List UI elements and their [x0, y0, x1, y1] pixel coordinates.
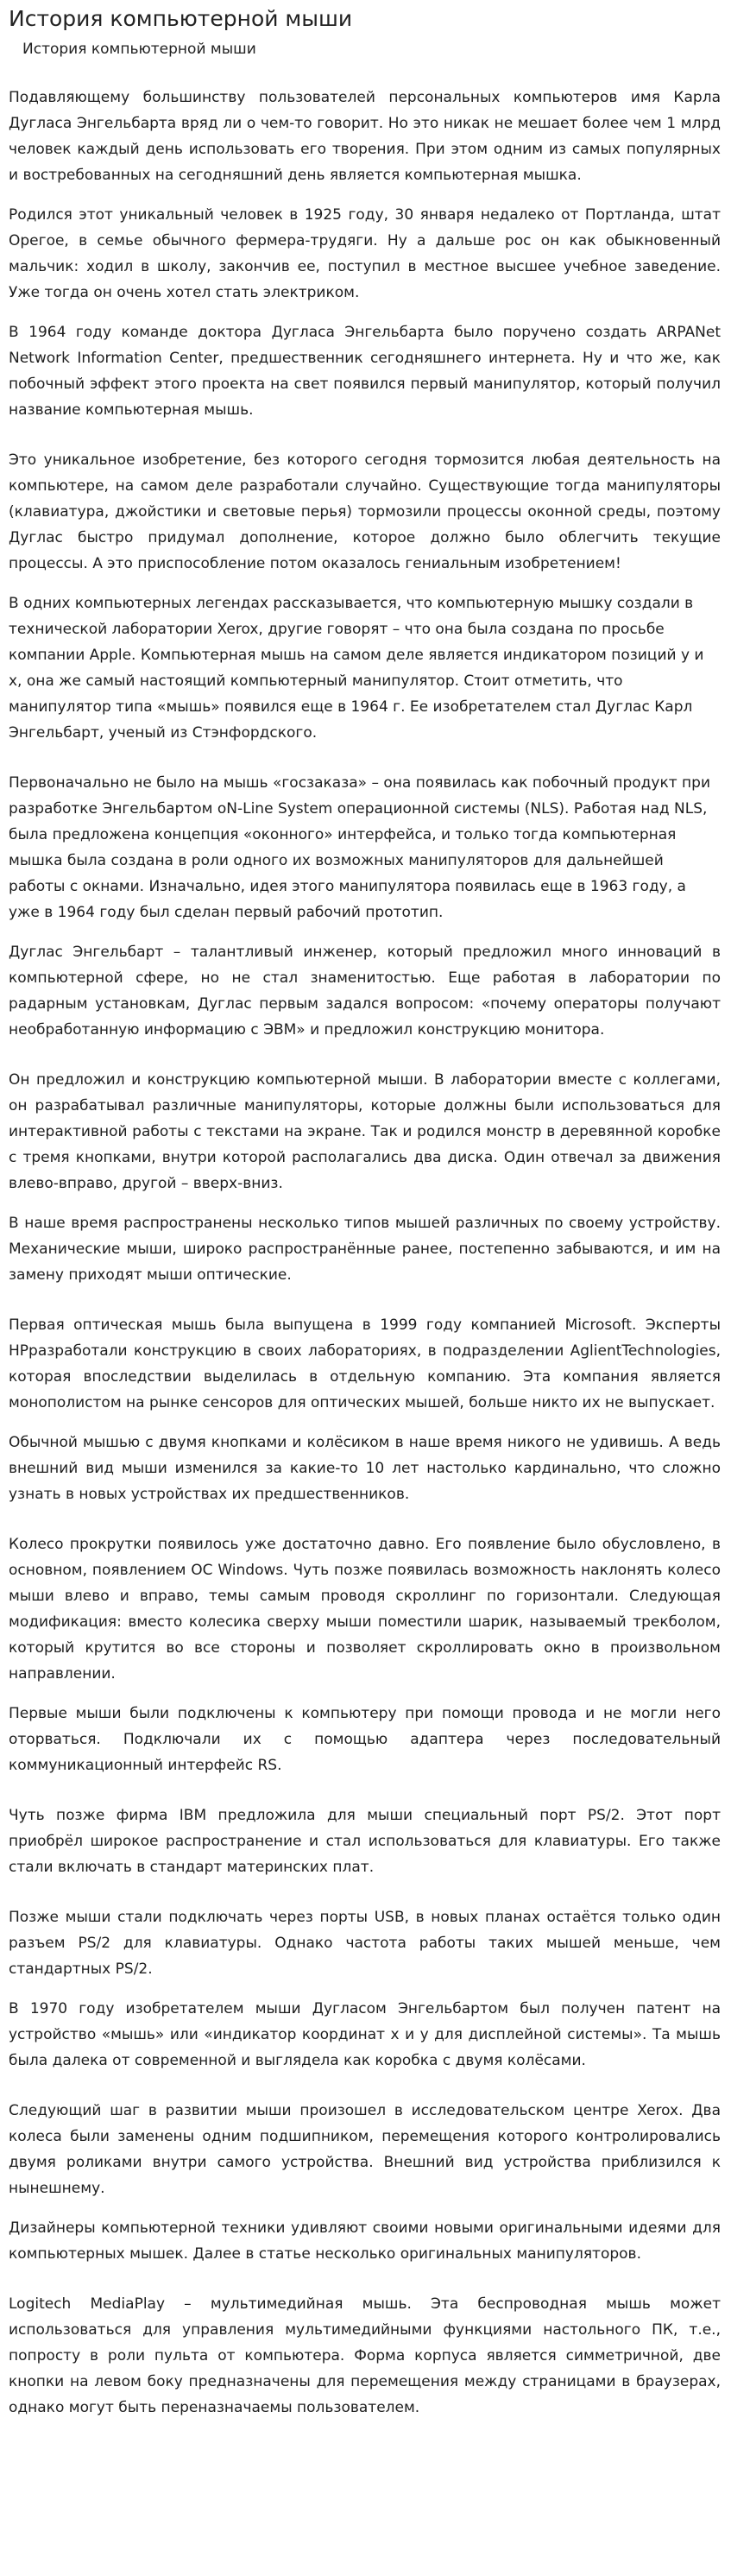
paragraph-designers: Дизайнеры компьютерной техники удивляют своими новыми оригинальными идеями для компьютерных мышек. Далее в статье несколько оригинальных манипуляторов. — [9, 2219, 721, 2263]
paragraph-prototype: Он предложил и конструкцию компьютерной мыши. В лаборатории вместе с коллегами, он разрабатывал различные манипуляторы, которые должны были использоваться для интерактивной работы с текстами на экране. Так и родился монстр в деревянной коробке с тремя кнопками, внутри которой располагались два диска. Один отвечал за движения влево-вправо, другой – вверх-вниз. — [9, 1071, 721, 1192]
paragraph-legends: В одних компьютерных легендах рассказывается, что компьютерную мышку создали в технической лаборатории Xerox, другие говорят – что она была создана по просьбе компании Apple. Компьютерная мышь на самом деле является индикатором позиций у и х, она же самый настоящий компьютерный манипулятор. Стоит отметить, что манипулятор типа «мышь» появился еще в 1964 г. Ее изобретателем стал Дуглас Карл Энгельбарт, ученый из Стэнфордского. — [9, 595, 704, 742]
paragraph-optical: Первая оптическая мышь была выпущена в 1999 году компанией Microsoft. Эксперты HPразработали конструкцию в своих лабораториях, в подразделении AglientTechnologies, которая впоследствии выделилась в отдельную компанию. Эта компания является монополистом на рынке сенсоров для оптических мышей, больше никто их не выпускает. — [9, 1316, 721, 1411]
breadcrumb[interactable]: История компьютерной мыши — [22, 41, 256, 58]
paragraph-patent: В 1970 году изобретателем мыши Дугласом Энгельбартом был получен патент на устройство «мышь» или «индикатор координат х и у для дисплейной системы». Та мышь была далека от современной и выглядела как коробка с двумя колёсами. — [9, 2000, 721, 2069]
paragraph-birth: Родился этот уникальный человек в 1925 году, 30 января недалеко от Портланда, штат Орегое, в семье обычного фермера-трудяги. Ну а дальше рос он как обыкновенный мальчик: ходил в школу, закончив ее, поступил в местное высшее учебное заведение. Уже тогда он очень хотел стать электриком. — [9, 206, 721, 301]
paragraph-wheel-mouse: Обычной мышью с двумя кнопками и колёсиком в наше время никого не удивишь. А ведь внешний вид мыши изменился за какие-то 10 лет настолько кардинально, что сложно узнать в новых устройствах их предшественников. — [9, 1434, 721, 1503]
article-body — [9, 85, 721, 2421]
paragraph-xerox: Следующий шаг в развитии мыши произошел в исследовательском центре Xerox. Два колеса были заменены одним подшипником, перемещения которого контролировались двумя роликами внутри самого устройства. Внешний вид устройства приблизился к нынешнему. — [9, 2102, 721, 2197]
page-title: История компьютерной мыши — [9, 6, 353, 31]
paragraph-invention: Это уникальное изобретение, без которого сегодня тормозится любая деятельность на компьютере, на самом деле разработали случайно. Существующие тогда манипуляторы (клавиатура, джойстики и световые перья) тормозили процессы оконной среды, поэтому Дуглас быстро придумал дополнение, которое должно было облегчить текущие процессы. А это приспособление потом оказалось гениальным изобретением! — [9, 451, 721, 572]
paragraph-arpanet: В 1964 году команде доктора Дугласа Энгельбарта было поручено создать ARPANet Network Information Center, предшественник сегодняшнего интернета. Ну и что же, как побочный эффект этого проекта на свет появился первый манипулятор, который получил название компьютерная мышь. — [9, 324, 721, 419]
paragraph-nls: Первоначально не было на мышь «госзаказа» – она появилась как побочный продукт при разработке Энгельбартом oN-Line System операционной системы (NLS). Работая над NLS, была предложена концепция «оконного» интерфейса, и только тогда компьютерная мышка была создана в роли одного их возможных манипуляторов для дальнейшей работы с окнами. Изначально, идея этого манипулятора появилась еще в 1963 году, а уже в 1964 году был сделан первый рабочий прототип. — [9, 774, 710, 921]
paragraph-logitech: Logitech MediaPlay – мультимедийная мышь. Эта беспроводная мышь может использоваться для управления мультимедийными функциями настольного ПК, т.е., попросту в роли пульта от компьютера. Форма корпуса является симметричной, две кнопки на левом боку предназначены для перемещения между страницами в браузерах, однако могут быть переназначаемы пользователем. — [9, 2295, 721, 2416]
paragraph-scroll-wheel: Колесо прокрутки появилось уже достаточно давно. Его появление было обусловлено, в основном, появлением ОС Windows. Чуть позже появилась возможность наклонять колесо мыши влево и вправо, темы самым проводя скроллинг по горизонтали. Следующая модификация: вместо колесика сверху мыши поместили шарик, называемый трекболом, который крутится во все стороны и позволяет скроллировать окно в произвольном направлении. — [9, 1536, 721, 1683]
paragraph-wired: Первые мыши были подключены к компьютеру при помощи провода и не могли него оторваться. Подключали их с помощью адаптера через последовательный коммуникационный интерфейс RS. — [9, 1705, 721, 1774]
paragraph-intro: Подавляющему большинству пользователей персональных компьютеров имя Карла Дугласа Энгельбарта вряд ли о чем-то говорит. Но это никак не мешает более чем 1 млрд человек каждый день использовать его творения. При этом одним из самых популярных и востребованных на сегодняшний день является компьютерная мышка. — [9, 89, 721, 184]
paragraph-ps2: Чуть позже фирма IBM предложила для мыши специальный порт PS/2. Этот порт приобрёл широкое распространение и стал использоваться для клавиатуры. Его также стали включать в стандарт материнских плат. — [9, 1807, 721, 1876]
paragraph-usb: Позже мыши стали подключать через порты USB, в новых планах остаётся только один разъем PS/2 для клавиатуры. Однако частота работы таких мышей меньше, чем стандартных PS/2. — [9, 1909, 721, 1978]
paragraph-types: В наше время распространены несколько типов мышей различных по своему устройству. Механические мыши, широко распространённые ранее, постепенно забываются, и им на замену приходят мыши оптические. — [9, 1215, 721, 1284]
paragraph-engineer: Дуглас Энгельбарт – талантливый инженер, который предложил много инноваций в компьютерной сфере, но не стал знаменитостью. Еще работая в лаборатории по радарным установкам, Дуглас первым задался вопросом: «почему операторы получают необработанную информацию с ЭВМ» и предложил конструкцию монитора. — [9, 944, 721, 1039]
